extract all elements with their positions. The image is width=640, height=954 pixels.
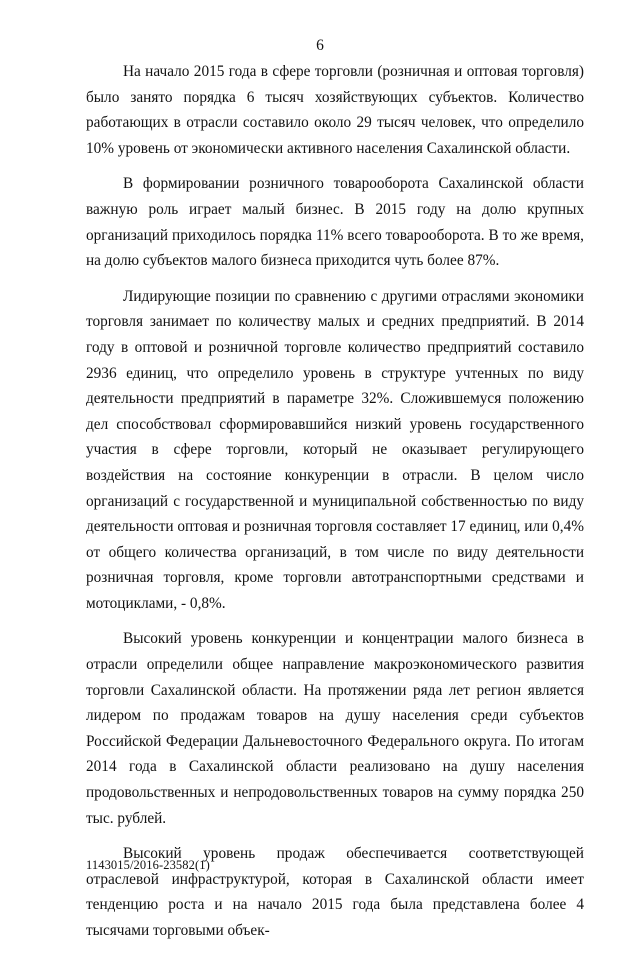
paragraph-trade-entities: На начало 2015 года в сфере торговли (розничная и оптовая торговля) было занято порядка 6 тысяч хозяйствующих субъектов. Количество работающих в отрасли составило около 29 тысяч человек, что определило 10% уровень от экономически активного населения Сахалинской области. xyxy=(86,63,584,157)
page-number: 6 xyxy=(316,37,324,54)
document-id-footer: 1143015/2016-23582(1) xyxy=(86,858,210,872)
paragraph-competition-concentration: Высокий уровень конкуренции и концентрации малого бизнеса в отрасли определили общее направление макроэкономического развития торговли Сахалинской области. На протяжении ряда лет регион является лидером по продажам товаров на душу населения среди субъектов Российской Федерации Дальневосточного Федерального округа. По итогам 2014 года в Сахалинской области реализовано на душу населения продовольственных и непродовольственных товаров на сумму порядка 250 тыс. рублей. xyxy=(86,630,584,827)
paragraph-small-medium-enterprises: Лидирующие позиции по сравнению с другими отраслями экономики торговля занимает по количеству малых и средних предприятий. В 2014 году в оптовой и розничной торговле количество предприятий составило 2936 единиц, что определило уровень в структуре учтенных по виду деятельности предприятий в параметре 32%. Сложившемуся положению дел способствовал сформировавшийся низкий уровень государственного участия в сфере торговли, который не оказывает регулирующего воздействия на состояние конкуренции в отрасли. В целом число организаций с государственной и муниципальной собственностью по виду деятельности оптовая и розничная торговля составляет 17 единиц, или 0,4% от общего количества организаций, в том числе по виду деятельности розничная торговля, кроме торговли автотранспортными средствами и мотоциклами, - 0,8%. xyxy=(86,287,584,612)
body-text xyxy=(86,59,584,954)
paragraph-retail-turnover: В формировании розничного товарооборота Сахалинской области важную роль играет малый бизнес. В 2015 году на долю крупных организаций приходилось порядка 11% всего товарооборота. В то же время, на долю субъектов малого бизнеса приходится чуть более 87%. xyxy=(86,175,584,270)
paragraph-sales-infrastructure: Высокий уровень продаж обеспечивается соответствующей отраслевой инфраструктурой, которая в Сахалинской области имеет тенденцию роста и на начало 2015 года была представлена более 4 тысячами торговыми объек- xyxy=(86,845,584,939)
